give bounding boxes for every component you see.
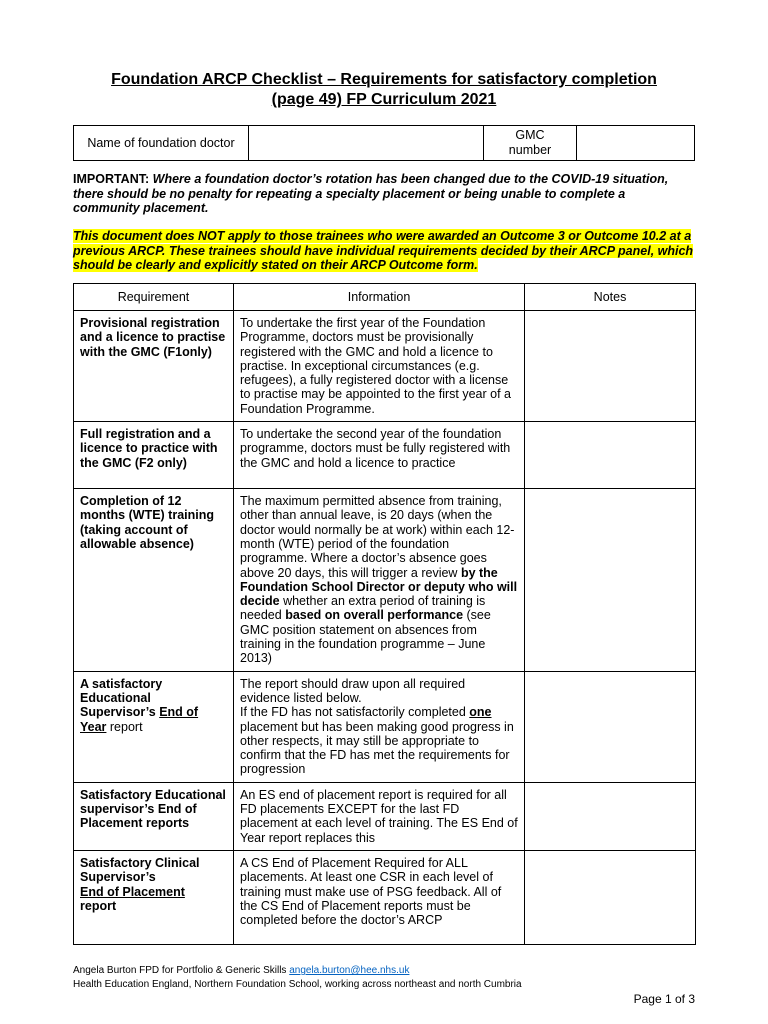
requirement-underlined: End of Year xyxy=(80,705,199,734)
table-row xyxy=(74,422,696,489)
info-text: placement but has been making good progress in other respects, it may still be appropriate to confirm that the FD has met the requirements for progression xyxy=(240,719,514,777)
requirement-cell: Completion of 12 months (WTE) training (taking account of allowable absence) xyxy=(74,489,234,672)
notes-cell[interactable] xyxy=(525,422,696,489)
gmc-label-line-1: GMC xyxy=(515,128,545,142)
name-field[interactable] xyxy=(249,126,484,161)
footer xyxy=(73,964,522,992)
gmc-label-line-2: number xyxy=(508,143,552,157)
requirement-cell xyxy=(74,671,234,782)
info-text: If the FD has not satisfactorily completed xyxy=(240,705,470,720)
info-text: The maximum permitted absence from training, other than annual leave, is 20 days (when the doctor would normally be at work) within each 12-month (WTE) period of the foundation programme. Where a doctor’s absence goes above 20 days, this will trigger a review xyxy=(240,494,515,580)
outcome-notice xyxy=(73,229,695,273)
info-bold: based on overall performance xyxy=(285,608,464,623)
info-bold-underlined: one xyxy=(469,705,492,720)
footer-author: Angela Burton FPD for Portfolio & Generic Skills xyxy=(73,965,290,976)
footer-email-link[interactable]: angela.burton@hee.nhs.uk xyxy=(289,965,410,976)
requirements-table xyxy=(73,283,696,945)
important-text: Where a foundation doctor’s rotation has been changed due to the COVID-19 situation, there should be no penalty for repeating a specialty placement or being unable to complete a community placement. xyxy=(73,172,669,215)
requirement-cell: Provisional registration and a licence to practise with the GMC (F1only) xyxy=(74,311,234,422)
title-line-2: (page 49) FP Curriculum 2021 xyxy=(271,91,497,108)
info-text: The report should draw upon all required evidence listed below. xyxy=(240,676,466,705)
requirement-underlined: End of Placement xyxy=(80,884,185,899)
info-cell xyxy=(234,671,525,782)
gmc-number-field[interactable] xyxy=(577,126,695,161)
header-information: Information xyxy=(234,284,525,311)
info-cell: A CS End of Placement Required for ALL placements. At least one CSR in each level of training must make use of PSG feedback. All of the CS End of Placement reports must be completed before the doctor’s ARCP xyxy=(234,850,525,944)
gmc-label xyxy=(484,126,577,161)
table-row xyxy=(74,782,696,850)
notes-cell[interactable] xyxy=(525,489,696,672)
important-notice xyxy=(73,172,695,216)
notes-cell[interactable] xyxy=(525,311,696,422)
requirement-text: report xyxy=(106,719,143,734)
name-label: Name of foundation doctor xyxy=(74,126,249,161)
requirement-cell: Full registration and a licence to practice with the GMC (F2 only) xyxy=(74,422,234,489)
doctor-id-table xyxy=(73,125,695,161)
info-cell xyxy=(234,489,525,672)
notes-cell[interactable] xyxy=(525,850,696,944)
notes-cell[interactable] xyxy=(525,671,696,782)
requirement-cell xyxy=(74,850,234,944)
outcome-notice-text: This document does NOT apply to those trainees who were awarded an Outcome 3 or Outcome 10.2 at a previous ARCP. These trainees should have individual requirements decided by their ARCP panel, which should be clearly and explicitly stated on their ARCP Outcome form. xyxy=(73,229,694,272)
footer-organisation: Health Education England, Northern Foundation School, working across northeast and north Cumbria xyxy=(73,979,522,990)
info-cell: To undertake the first year of the Foundation Programme, doctors must be provisionally registered with the GMC and hold a licence to practise. In exceptional circumstances (e.g. refugees), a fully registered doctor with a license to practise may be appointed to the first year of a Foundation Programme. xyxy=(234,311,525,422)
info-text: (see GMC position statement on absences from training in the foundation programme – June 2013) xyxy=(240,608,491,666)
page-number: Page 1 of 3 xyxy=(633,992,695,1006)
requirement-text: report xyxy=(80,898,117,913)
info-text: whether an extra period of training is needed xyxy=(240,594,486,623)
notes-cell[interactable] xyxy=(525,782,696,850)
table-row xyxy=(74,489,696,672)
title-line-1: Foundation ARCP Checklist – Requirements for satisfactory completion xyxy=(111,71,657,88)
requirement-text: Satisfactory Clinical Supervisor’s xyxy=(80,855,200,885)
table-row xyxy=(74,671,696,782)
info-cell: To undertake the second year of the foundation programme, doctors must be fully registered with the GMC and hold a licence to practice xyxy=(234,422,525,489)
document-title xyxy=(60,70,708,110)
header-notes: Notes xyxy=(525,284,696,311)
important-label: IMPORTANT: xyxy=(73,172,150,186)
requirement-text: A satisfactory Educational Supervisor’s xyxy=(80,676,163,720)
table-row xyxy=(74,850,696,944)
table-header-row xyxy=(74,284,696,311)
header-requirement: Requirement xyxy=(74,284,234,311)
info-cell: An ES end of placement report is required for all FD placements EXCEPT for the last FD placement at each level of training. The ES End of Year report replaces this xyxy=(234,782,525,850)
table-row xyxy=(74,311,696,422)
info-bold: by the Foundation School Director or deputy who will decide xyxy=(240,565,518,609)
requirement-cell: Satisfactory Educational supervisor’s End of Placement reports xyxy=(74,782,234,850)
